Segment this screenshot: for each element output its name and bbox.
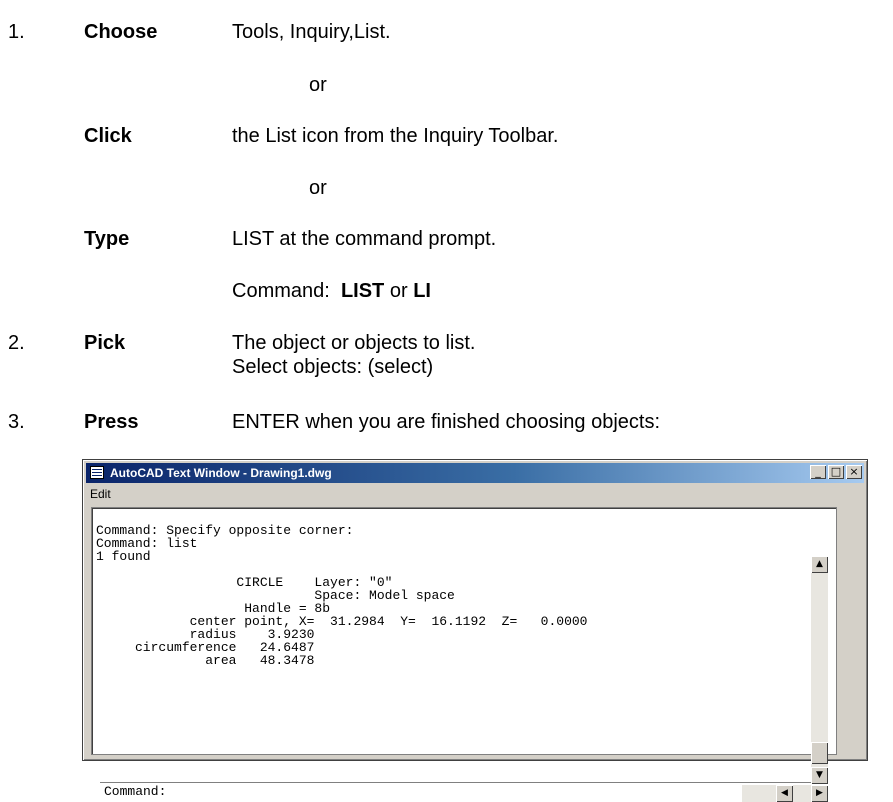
- history-line: Handle = 8b: [244, 601, 331, 616]
- step-2-text: The object or objects to list.: [232, 332, 476, 354]
- history-line: radius 3.9230: [189, 627, 315, 642]
- step-1-verb: Choose: [84, 21, 158, 43]
- close-button[interactable]: ×: [846, 465, 862, 479]
- step-2-number: 2.: [8, 332, 25, 354]
- maximize-button[interactable]: □: [828, 465, 844, 479]
- scroll-thumb[interactable]: [811, 742, 828, 764]
- history-line: CIRCLE Layer: "0": [236, 575, 393, 590]
- step-1-text: Tools, Inquiry,List.: [232, 21, 391, 43]
- menu-edit[interactable]: Edit: [90, 487, 111, 501]
- or-separator-2: or: [309, 177, 327, 199]
- step-2-text-2: Select objects: (select): [232, 356, 434, 378]
- step-3-text: ENTER when you are finished choosing objects:: [232, 411, 661, 433]
- scroll-down-icon[interactable]: ▼: [811, 767, 828, 784]
- horizontal-scrollbar[interactable]: [742, 785, 828, 802]
- autocad-text-window: [82, 459, 868, 799]
- command-example: [232, 279, 431, 303]
- command-or: or: [389, 280, 408, 302]
- history-line: area 48.3478: [205, 653, 315, 668]
- minimize-button[interactable]: _: [810, 465, 826, 479]
- history-line: center point, X= 31.2984 Y= 16.1192 Z= 0.0000: [189, 614, 588, 629]
- scroll-right-icon[interactable]: ▶: [811, 785, 828, 802]
- step-2-verb: Pick: [84, 332, 126, 354]
- scroll-up-icon[interactable]: ▲: [811, 556, 828, 573]
- window-titlebar[interactable]: [86, 463, 864, 483]
- click-verb: Click: [84, 125, 132, 147]
- or-separator-1: or: [309, 74, 327, 96]
- click-text: the List icon from the Inquiry Toolbar.: [232, 125, 559, 147]
- command-prompt: Command:: [104, 784, 167, 799]
- text-history-area[interactable]: [91, 507, 837, 799]
- history-line: Command: Specify opposite corner:: [96, 523, 354, 538]
- step-3-verb: Press: [84, 411, 139, 433]
- command-prefix: Command:: [232, 280, 330, 302]
- history-line: Space: Model space: [314, 588, 455, 603]
- command-line[interactable]: [100, 782, 824, 801]
- scroll-left-icon[interactable]: ◀: [776, 785, 793, 802]
- app-icon[interactable]: [90, 466, 104, 479]
- type-verb: Type: [84, 228, 130, 250]
- command-history: [96, 524, 587, 667]
- step-3-number: 3.: [8, 411, 25, 433]
- command-list: LIST: [340, 280, 385, 302]
- menu-bar: [86, 484, 864, 504]
- history-line: Command: list: [96, 536, 198, 551]
- type-text: LIST at the command prompt.: [232, 228, 497, 250]
- command-li: LI: [413, 280, 431, 302]
- window-title: AutoCAD Text Window - Drawing1.dwg: [110, 466, 332, 480]
- step-1-number: 1.: [8, 21, 25, 43]
- history-line: 1 found: [96, 549, 151, 564]
- history-line: circumference 24.6487: [135, 640, 315, 655]
- vertical-scrollbar[interactable]: [811, 556, 828, 784]
